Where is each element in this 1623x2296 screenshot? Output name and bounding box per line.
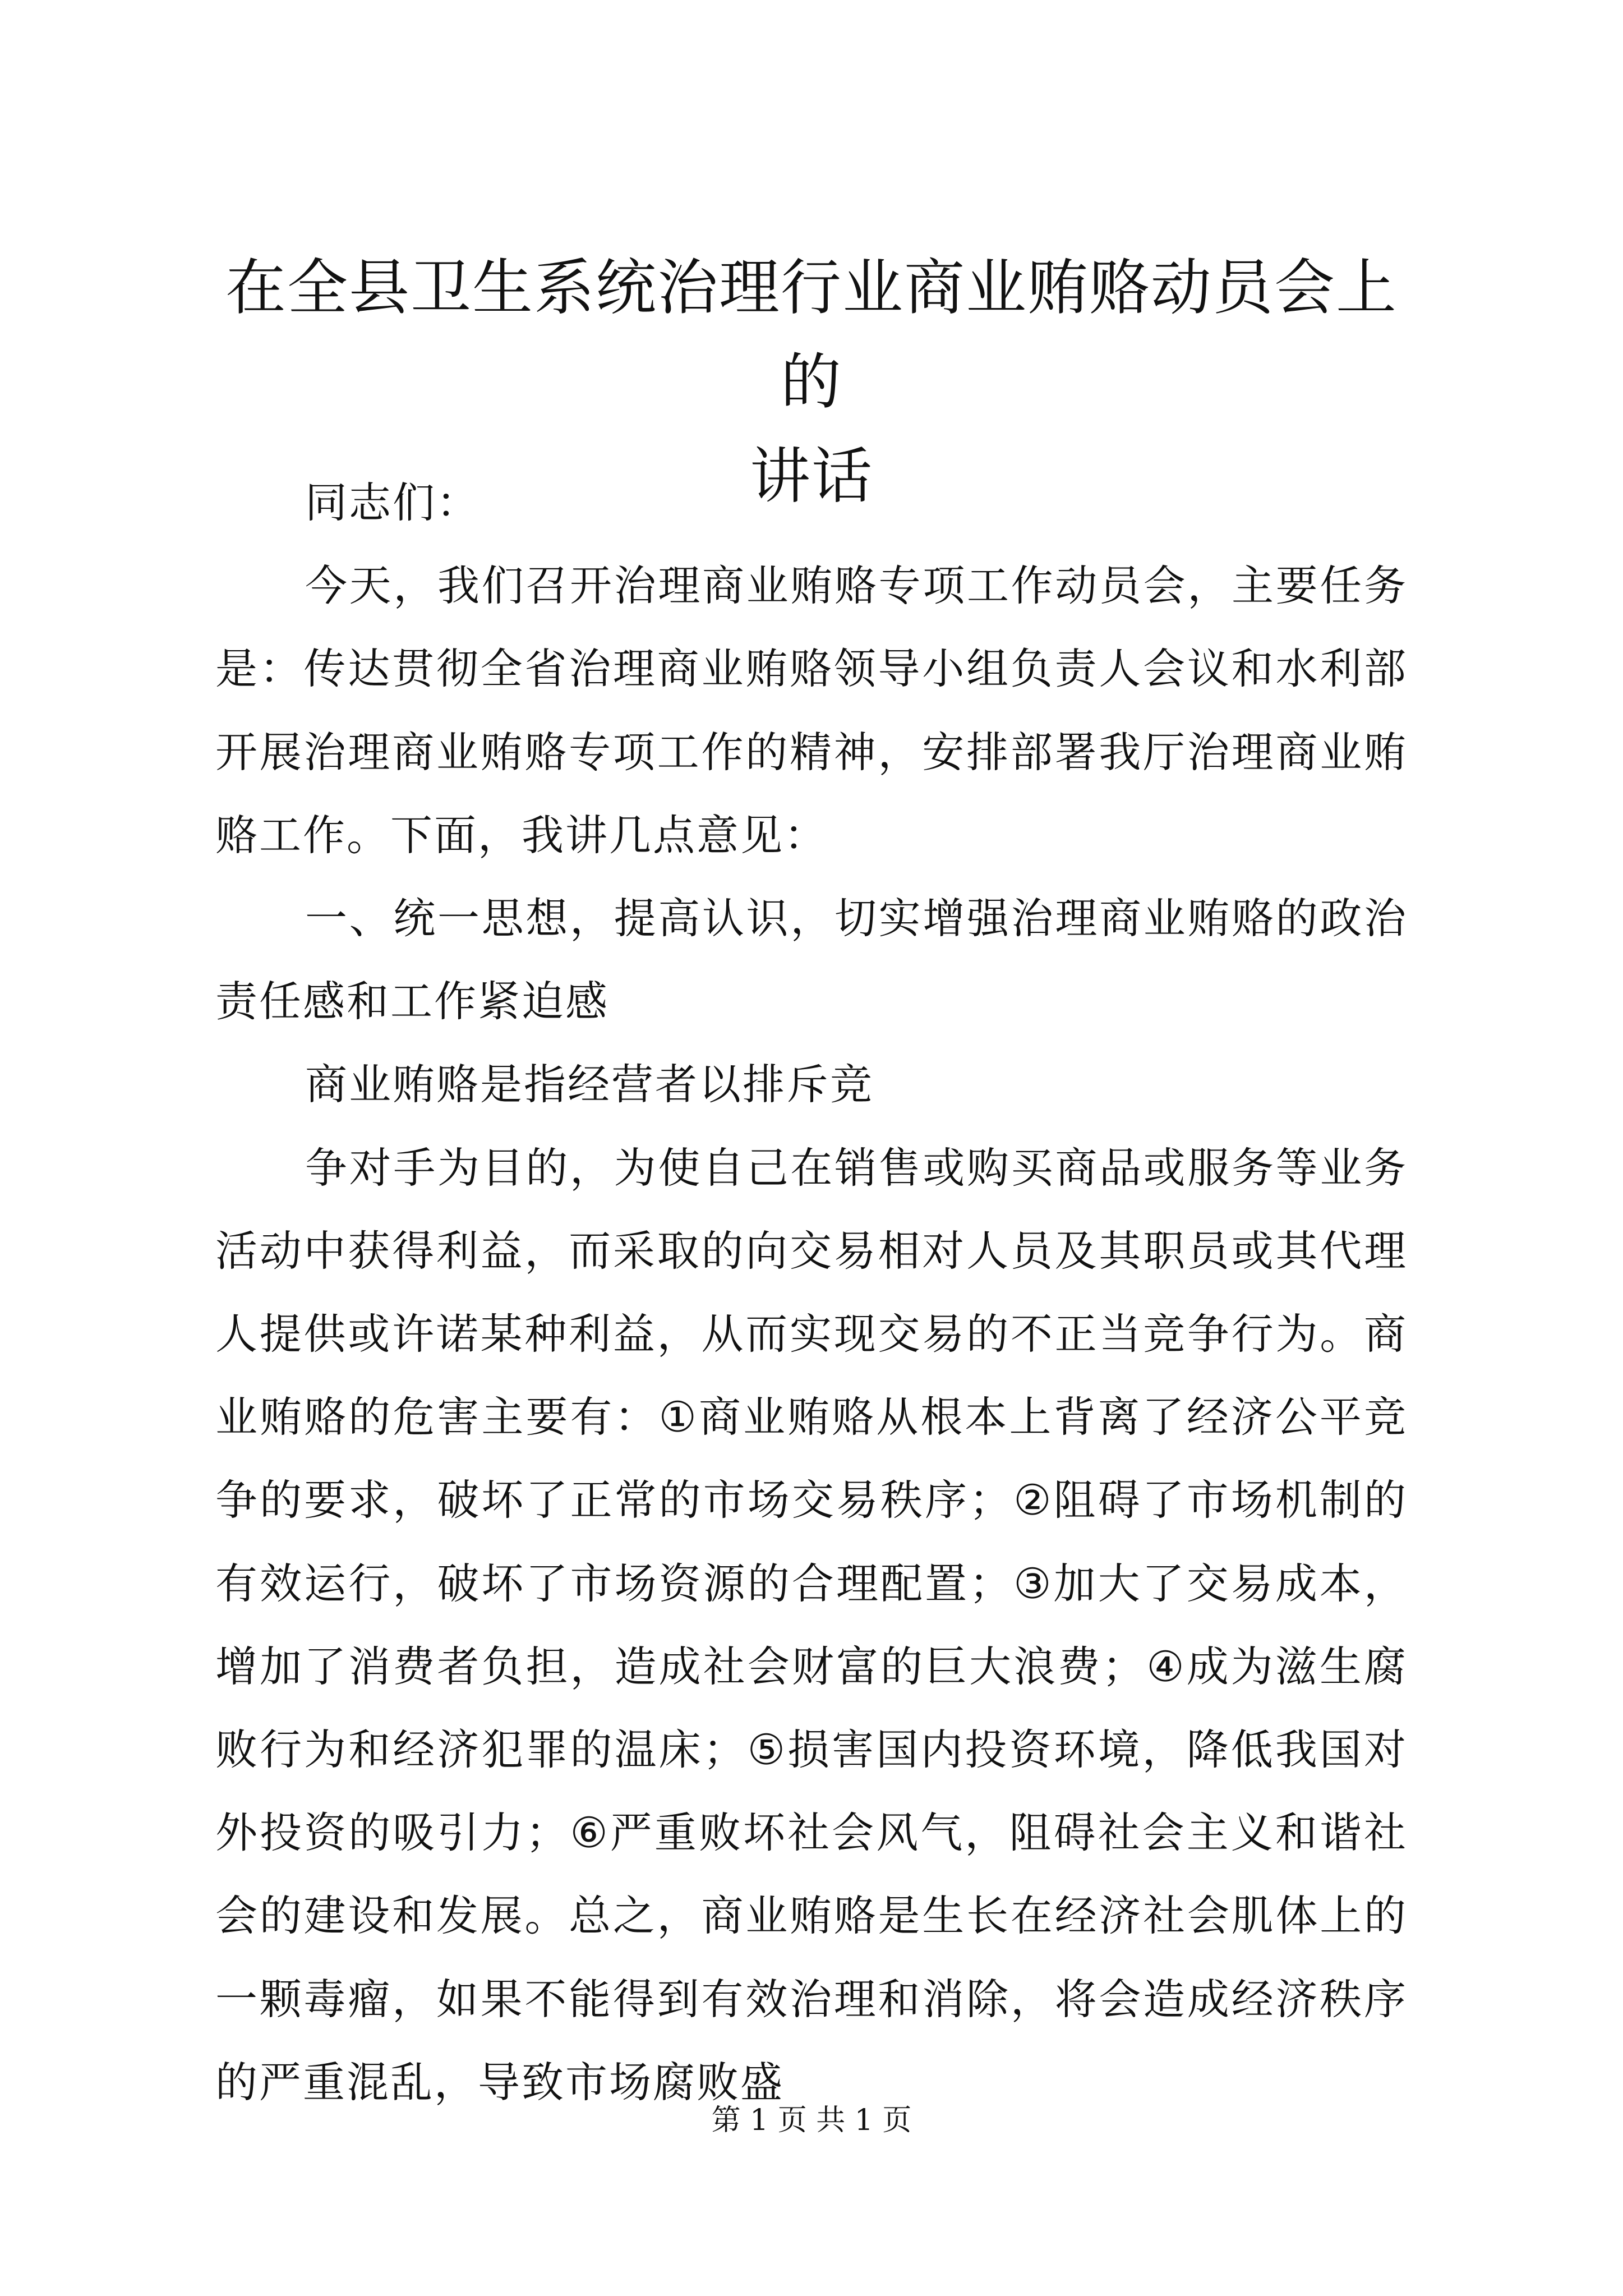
title-line-1: 在全县卫生系统治理行业商业贿赂动员会上的 [225,253,1398,417]
page-footer: 第 1 页 共 1 页 [711,2104,912,2137]
harm-paragraph: 争对手为目的，为使自己在销售或购买商品或服务等业务活动中获得利益，而采取的向交易相对人员及其职员或其代理人提供或许诺某种利益，从而实现交易的不正当竞争行为。商业贿赂的危害主要有：①商业贿赂从根本上背离了经济公平竞争的要求，破坏了正常的市场交易秩序；②阻碍了市场机制的有效运行，破坏了市场资源的合理配置；③加大了交易成本，增加了消费者负担，造成社会财富的巨大浪费；④成为滋生腐败行为和经济犯罪的温床；⑤损害国内投资环境，降低我国对外投资的吸引力；⑥严重败坏社会风气，阻碍社会主义和谐社会的建设和发展。总之，商业贿赂是生长在经济社会肌体上的一颗毒瘤，如果不能得到有效治理和消除，将会造成经济秩序的严重混乱，导致市场腐败盛 [215,1143,1408,2107]
document-body [215,461,1408,2124]
definition-fragment-paragraph: 商业贿赂是指经营者以排斥竞 [305,1060,874,1110]
salutation-paragraph: 同志们： [305,478,481,527]
section-heading-1: 一、统一思想，提高认识，切实增强治理商业贿赂的政治责任感和工作紧迫感 [215,894,1408,1027]
title-line-2: 讲话 [749,441,873,512]
intro-paragraph: 今天，我们召开治理商业贿赂专项工作动员会，主要任务是：传达贯彻全省治理商业贿赂领导小组负责人会议和水利部开展治理商业贿赂专项工作的精神，安排部署我厅治理商业贿赂工作。下面，我讲几点意见： [215,561,1408,860]
